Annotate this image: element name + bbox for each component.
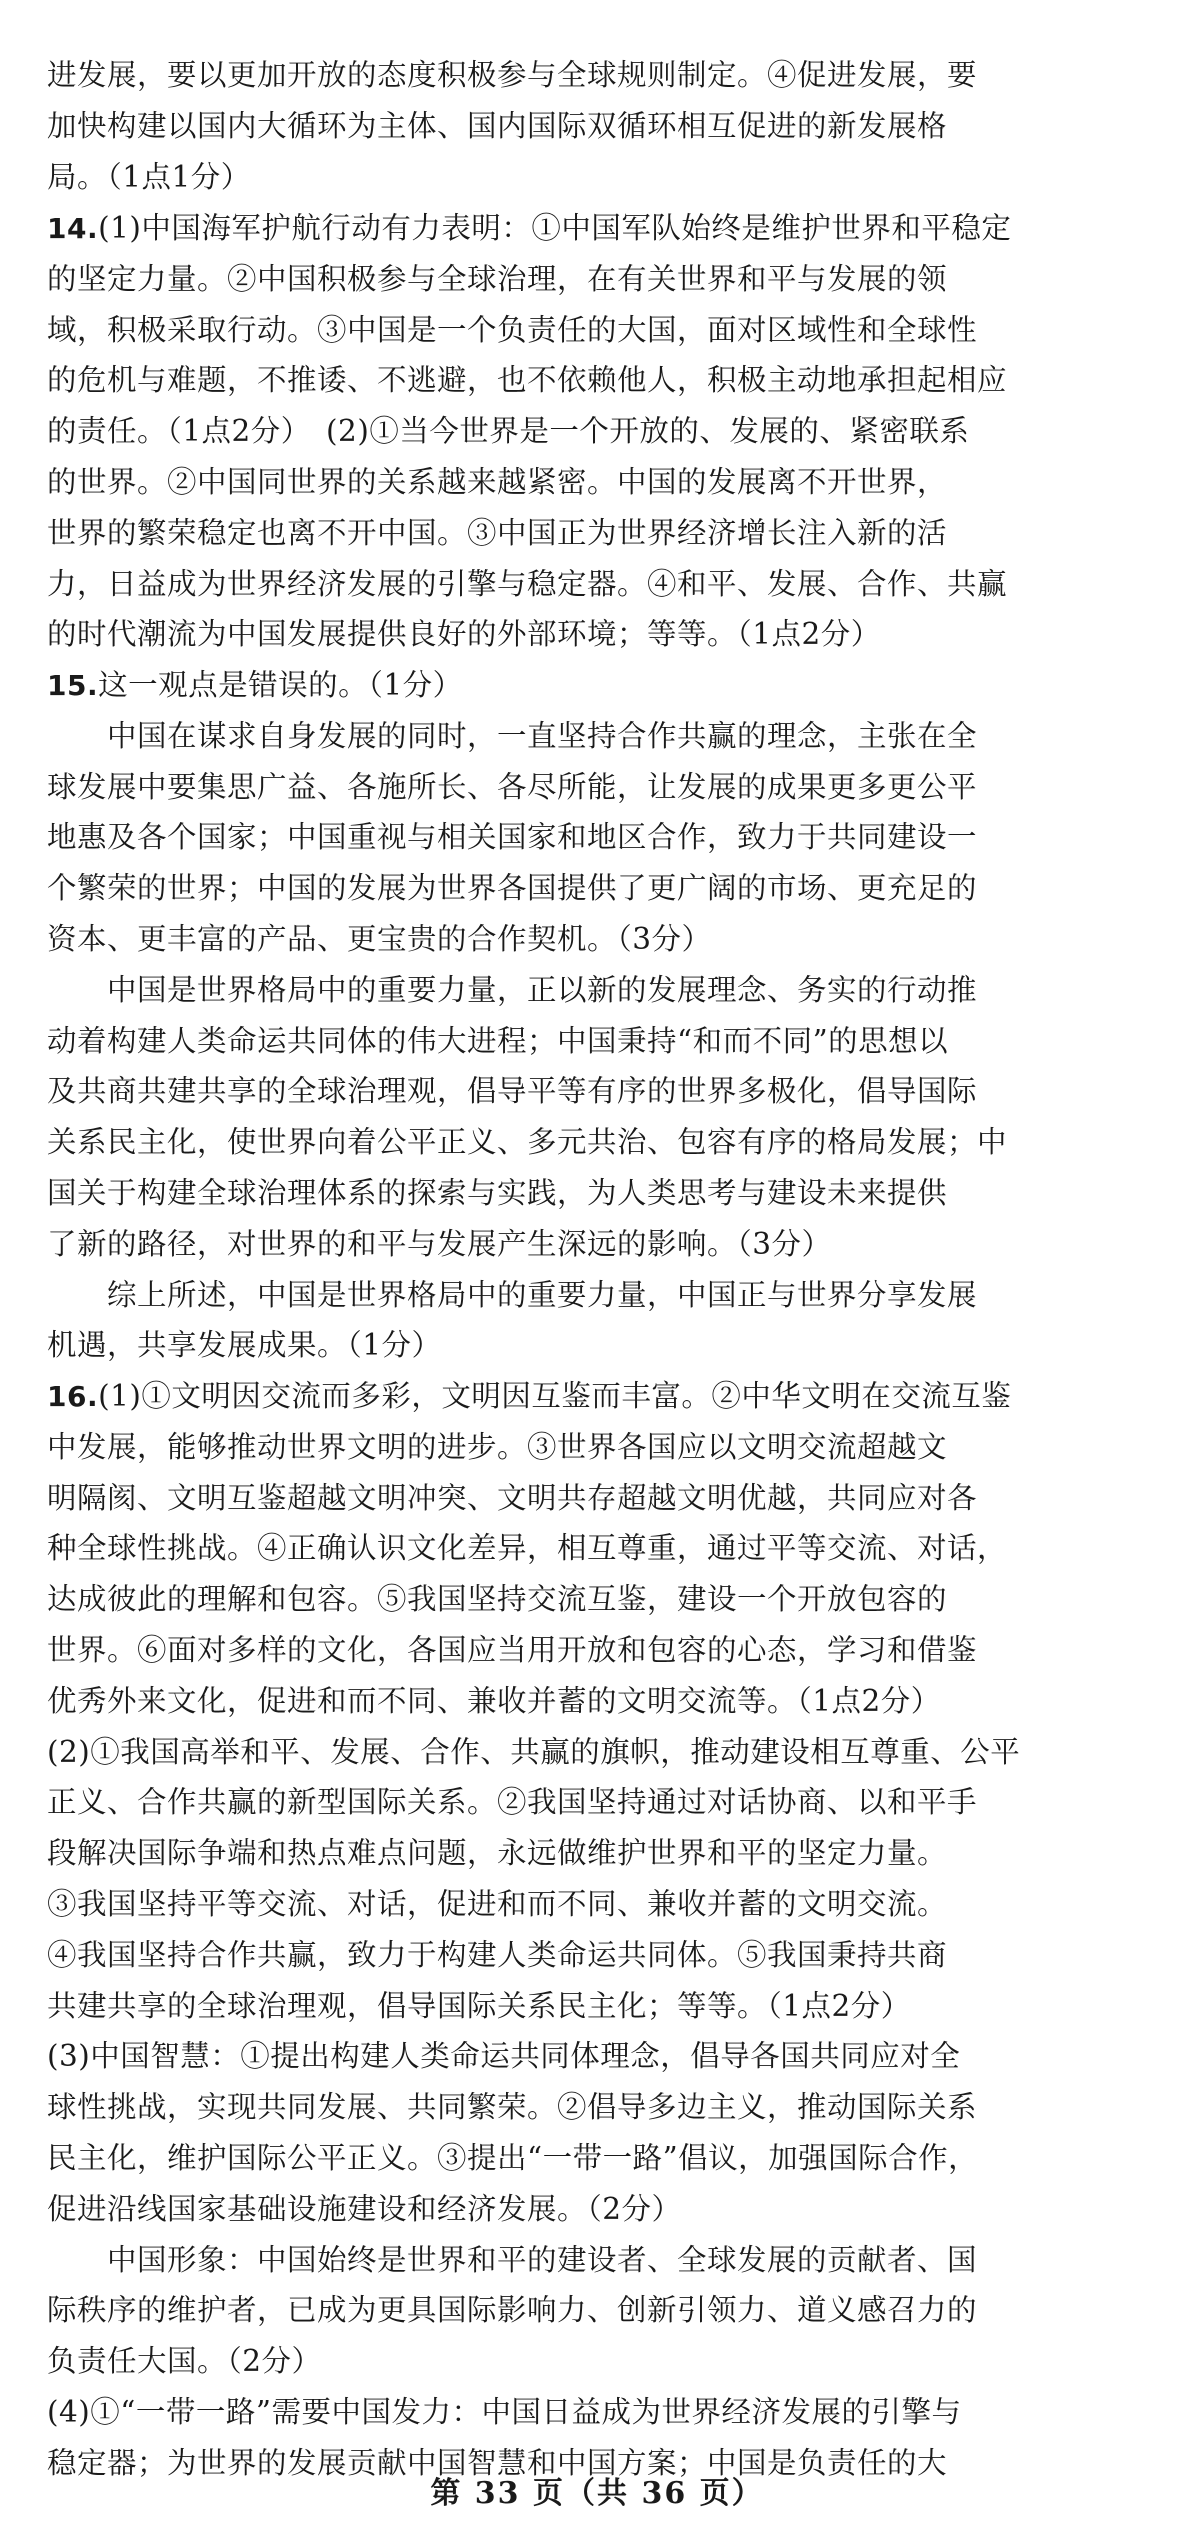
text-line [47,203,1157,254]
line-text: (1)中国海军护航行动有力表明：①中国军队始终是维护世界和平稳定 [98,211,1012,245]
answer-16 [47,1371,1157,2489]
line-text: 了新的路径，对世界的和平与发展产生深远的影响。（3分） [47,1226,832,1261]
line-text: 负责任大国。（2分） [47,2344,322,2379]
page-number-footer: 第 33 页（共 36 页） [430,2476,764,2511]
line-text: 机遇，共享发展成果。（1分） [47,1328,442,1363]
line-text: 中国形象：中国始终是世界和平的建设者、全球发展的贡献者、国 [47,2242,978,2277]
line-text: 民主化，维护国际公平正义。③提出“一带一路”倡议，加强国际合作， [47,2140,979,2175]
text-line [47,1371,1157,1422]
line-text: 正义、合作共赢的新型国际关系。②我国坚持通过对话协商、以和平手 [47,1785,978,1820]
line-text: 段解决国际争端和热点难点问题，永远做维护世界和平的坚定力量。 [47,1836,948,1871]
text-line [47,355,1157,406]
line-text: 这一观点是错误的。（1分） [98,668,463,702]
text-line [47,2235,1157,2286]
text-line [47,559,1157,610]
text-line [47,812,1157,863]
text-line [47,1117,1157,1168]
line-text: 球发展中要集思广益、各施所长、各尽所能，让发展的成果更多更公平 [47,769,978,804]
text-line [47,1981,1157,2032]
text-line [47,711,1157,762]
text-line [47,1727,1157,1778]
line-text: 种全球性挑战。④正确认识文化差异，相互尊重，通过平等交流、对话， [47,1531,1008,1566]
text-line [47,101,1157,152]
text-line [47,914,1157,965]
text-line [47,152,1157,203]
line-text: 世界。⑥面对多样的文化，各国应当用开放和包容的心态，学习和借鉴 [47,1632,978,1667]
line-text: 地惠及各个国家；中国重视与相关国家和地区合作，致力于共同建设一 [47,820,978,855]
line-text: 优秀外来文化，促进和而不同、兼收并蓄的文明交流等。（1点2分） [47,1683,941,1718]
question-number: 15. [47,669,99,702]
line-text: 局。（1点1分） [47,159,251,194]
line-text: 域，积极采取行动。③中国是一个负责任的大国，面对区域性和全球性 [47,312,978,347]
line-text: 中国在谋求自身发展的同时，一直坚持合作共赢的理念，主张在全 [47,718,978,753]
line-text: 个繁荣的世界；中国的发展为世界各国提供了更广阔的市场、更充足的 [47,871,978,906]
text-line [47,2285,1157,2336]
text-line [47,406,1157,457]
question-number: 14. [47,212,99,245]
line-text: 的危机与难题，不推诿、不逃避，也不依赖他人，积极主动地承担起相应 [47,363,1008,398]
line-text: 动着构建人类命运共同体的伟大进程；中国秉持“和而不同”的思想以 [47,1023,949,1058]
line-text: ④我国坚持合作共赢，致力于构建人类命运共同体。⑤我国秉持共商 [47,1937,948,1972]
line-text: (4)①“一带一路”需要中国发力：中国日益成为世界经济发展的引擎与 [47,2394,962,2429]
line-text: 的责任。（1点2分） (2)①当今世界是一个开放的、发展的、紧密联系 [47,414,970,449]
text-line [47,457,1157,508]
line-text: 进发展，要以更加开放的态度积极参与全球规则制定。④促进发展，要 [47,58,978,92]
text-line [47,1473,1157,1524]
text-line [47,1930,1157,1981]
line-text: 共建共享的全球治理观，倡导国际关系民主化；等等。（1点2分） [47,1988,911,2023]
text-line [47,1422,1157,1473]
text-line [47,2031,1157,2082]
line-text: 际秩序的维护者，已成为更具国际影响力、创新引领力、道义感召力的 [47,2293,978,2328]
answer-continuation [47,50,1157,202]
question-number: 16. [47,1380,99,1413]
text-line [47,2387,1157,2438]
text-line [47,2133,1157,2184]
text-line [47,1016,1157,1067]
text-line [47,1270,1157,1321]
line-text: (2)①我国高举和平、发展、合作、共赢的旗帜，推动建设相互尊重、公平 [47,1734,1021,1769]
line-text: 的坚定力量。②中国积极参与全球治理，在有关世界和平与发展的领 [47,261,948,296]
line-text: 明隔阂、文明互鉴超越文明冲突、文明共存超越文明优越，共同应对各 [47,1480,978,1515]
text-line [47,1828,1157,1879]
line-text: 中国是世界格局中的重要力量，正以新的发展理念、务实的行动推 [47,972,978,1007]
line-text: ③我国坚持平等交流、对话，促进和而不同、兼收并蓄的文明交流。 [47,1886,948,1921]
text-line [47,660,1157,711]
line-text: 综上所述，中国是世界格局中的重要力量，中国正与世界分享发展 [47,1277,978,1312]
text-line [47,1523,1157,1574]
line-text: 力，日益成为世界经济发展的引擎与稳定器。④和平、发展、合作、共赢 [47,566,1008,601]
text-line [47,1168,1157,1219]
text-line [47,1066,1157,1117]
text-line [47,609,1157,660]
line-text: 促进沿线国家基础设施建设和经济发展。（2分） [47,2191,682,2226]
text-line [47,508,1157,559]
text-line [47,254,1157,305]
line-text: (1)①文明因交流而多彩，文明因互鉴而丰富。②中华文明在交流互鉴 [98,1379,1012,1413]
line-text: 国关于构建全球治理体系的探索与实践，为人类思考与建设未来提供 [47,1175,948,1210]
text-line [47,1574,1157,1625]
line-text: 稳定器；为世界的发展贡献中国智慧和中国方案；中国是负责任的大 [47,2445,948,2480]
text-line [47,965,1157,1016]
text-line [47,1777,1157,1828]
line-text: 的时代潮流为中国发展提供良好的外部环境；等等。（1点2分） [47,617,881,652]
text-line [47,2082,1157,2133]
line-text: 及共商共建共享的全球治理观，倡导平等有序的世界多极化，倡导国际 [47,1074,978,1109]
answer-14 [47,203,1157,660]
text-line [47,2184,1157,2235]
text-line [47,1625,1157,1676]
line-text: 中发展，能够推动世界文明的进步。③世界各国应以文明交流超越文 [47,1429,948,1464]
line-text: 关系民主化，使世界向着公平正义、多元共治、包容有序的格局发展；中 [47,1125,1008,1160]
text-line [47,1219,1157,1270]
text-line [47,1676,1157,1727]
line-text: 世界的繁荣稳定也离不开中国。③中国正为世界经济增长注入新的活 [47,515,948,550]
text-line [47,50,1157,101]
line-text: 加快构建以国内大循环为主体、国内国际双循环相互促进的新发展格 [47,108,948,143]
text-line [47,1879,1157,1930]
line-text: 的世界。②中国同世界的关系越来越紧密。中国的发展离不开世界， [47,464,948,499]
line-text: 达成彼此的理解和包容。⑤我国坚持交流互鉴，建设一个开放包容的 [47,1582,948,1617]
text-line [47,305,1157,356]
text-line [47,762,1157,813]
text-line [47,1320,1157,1371]
line-text: 资本、更丰富的产品、更宝贵的合作契机。（3分） [47,921,712,956]
text-line [47,2336,1157,2387]
text-line [47,863,1157,914]
answer-15 [47,660,1157,1371]
line-text: (3)中国智慧：①提出构建人类命运共同体理念，倡导各国共同应对全 [47,2039,961,2074]
line-text: 球性挑战，实现共同发展、共同繁荣。②倡导多边主义，推动国际关系 [47,2090,978,2125]
